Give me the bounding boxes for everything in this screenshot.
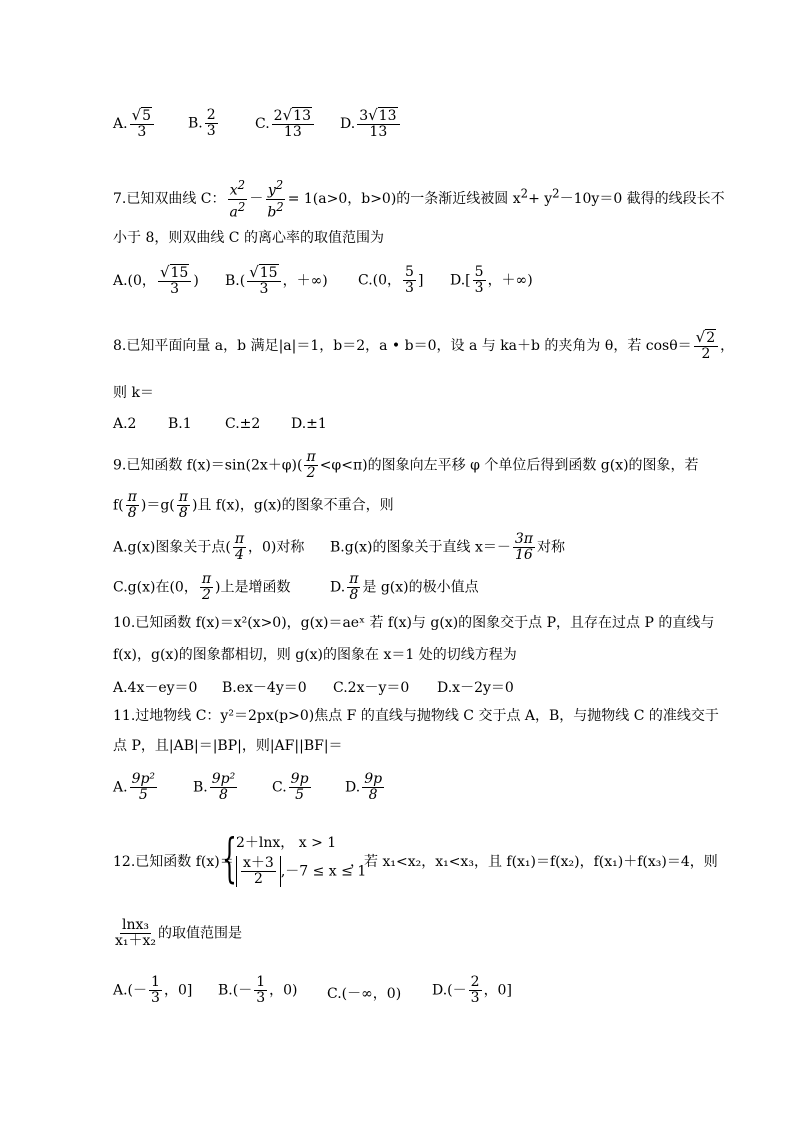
q9-option-d [330, 572, 479, 603]
option-label: C. [255, 116, 270, 132]
q11-d-den: 8 [368, 787, 378, 803]
q9-pi: π [349, 571, 359, 587]
q10-option-b: B.ex－4y＝0 [222, 680, 307, 696]
option-label: B.(－ [218, 982, 253, 999]
q9-d-label: D. [330, 579, 346, 596]
q6-d-den: 13 [369, 124, 388, 140]
q7-c-num: 5 [405, 264, 414, 280]
q12-case2-cond: ,－7 ≤ x ≤ 1 [280, 863, 367, 880]
q9-pi: π [234, 531, 245, 547]
q12-a-den: 3 [151, 990, 160, 1006]
q12-tail: 的取值范围是 [158, 925, 243, 942]
q6-a-radicand: 5 [142, 108, 152, 124]
option-tail: ) [193, 273, 199, 289]
q9-eight: 8 [349, 587, 359, 603]
q8-option-c: C.±2 [225, 416, 261, 432]
q9-b-tail: 对称 [536, 539, 565, 556]
q9-b-text: B.g(x)的图象关于直线 x＝－ [330, 539, 511, 556]
q11-b-num: 9p² [211, 771, 236, 787]
q11-a-den: 5 [138, 787, 148, 803]
option-tail: ，＋∞) [487, 272, 533, 289]
q9-a-text: A.g(x)图象关于点( [113, 539, 231, 556]
q9-eight: 8 [127, 505, 137, 521]
option-tail: ，＋∞) [282, 273, 328, 289]
q8-stem: 8.已知平面向量 a，b 满足|a|＝1，b＝2，a • b＝0，设 a 与 ka＋b 的夹角为 θ，若 cosθ＝ [113, 338, 692, 354]
q6-option-a: A. $\frac{√5}{3}$ [113, 108, 156, 140]
option-label: A. [113, 116, 128, 132]
q12-frac-den: x₁＋x₂ [115, 933, 157, 949]
q7-stem-start: 7.已知双曲线 C： [113, 191, 226, 208]
left-brace-icon: { [222, 829, 237, 889]
q6-b-den: 3 [206, 123, 216, 139]
q12-option-d [432, 975, 512, 1006]
q10-line1: 10.已知函数 f(x)＝x²(x>0)，g(x)＝aeˣ 若 f(x)与 g(x)的图象交于点 P，且存在过点 P 的直线与 [113, 615, 715, 631]
option-label: A. [113, 779, 128, 796]
q11-option-b [193, 772, 239, 803]
q9-c-tail: )上是增函数 [215, 579, 291, 596]
q11-b-den: 8 [219, 787, 228, 803]
q11-c-num: 9p [290, 771, 309, 787]
q10-line2: f(x)，g(x)的图象都相切，则 g(x)的图象在 x＝1 处的切线方程为 [113, 647, 517, 663]
q8-option-a: A.2 [113, 416, 137, 432]
q10-option-c: C.2x－y＝0 [333, 680, 410, 696]
q12-piecewise [222, 829, 367, 892]
q9-f: f( [113, 497, 124, 514]
q9-two: 2 [201, 587, 211, 603]
q9-pi: π [178, 489, 188, 505]
q11-option-d [345, 772, 386, 803]
option-label: D. [340, 116, 356, 132]
q9-pi: π [306, 449, 316, 465]
q12-case2-den: 2 [253, 871, 263, 887]
q9-cond: )且 f(x)，g(x)的图象不重合，则 [191, 497, 394, 514]
q6-a-den: 3 [137, 124, 147, 140]
q11-c-den: 5 [295, 787, 305, 803]
q6-c-den: 13 [283, 124, 302, 140]
option-label: C. [272, 779, 287, 796]
q9-two: 2 [306, 465, 316, 481]
q6-c-radicand: 13 [293, 108, 311, 124]
q12-option-c: C.(－∞，0) [327, 986, 402, 1002]
q8-radicand: 2 [706, 330, 716, 346]
q7-option-c [358, 265, 423, 296]
q8-option-b: B.1 [168, 416, 192, 432]
q7-line1: 7.已知双曲线 C： $\frac{x^2}{a^2}$ － $\frac{y^2}{b^2}$ = 1(a>0，b>0)的一条渐近线被圆 $x^2+ y^2-10y=0$ 截得的线段长不 [113, 178, 725, 221]
q9-c-text: C.g(x)在(0， [113, 579, 198, 596]
q9-threepi: 3π [514, 531, 533, 547]
q9-sixteen: 16 [515, 547, 533, 563]
q7-b-radicand: 15 [259, 265, 278, 281]
q9-four: 4 [234, 547, 244, 563]
q12-a-num: 1 [151, 974, 160, 990]
q8-line2: 则 k＝ [113, 385, 154, 401]
q7-option-a: A.(0， $\frac{√15}{3}$ ) [113, 263, 199, 297]
q7-option-d [450, 265, 533, 296]
q9-g: )＝g( [140, 497, 175, 514]
option-label: B. [188, 115, 203, 132]
q7-d-num: 5 [474, 264, 484, 280]
q12-d-den: 3 [470, 990, 480, 1006]
q7-d-den: 3 [474, 280, 484, 296]
q6-d-coef: 3 [359, 108, 369, 124]
q7-c-den: 3 [405, 280, 414, 296]
q9-option-c [113, 572, 291, 603]
q6-b-num: 2 [206, 107, 216, 123]
q12-option-a [113, 975, 192, 1006]
option-tail: ，0) [269, 982, 298, 999]
q9-stem-end: <φ<π)的图象向左平移 φ 个单位后得到函数 g(x)的图象，若 [319, 457, 699, 474]
q9-pi: π [127, 489, 137, 505]
option-label: A.(0， [113, 273, 156, 289]
q12-case2 [236, 856, 366, 887]
q7-stem-mid: = 1(a>0，b>0)的一条渐近线被圆 x [287, 191, 521, 208]
q7-stem-y: + y [528, 191, 553, 208]
q11-line2: 点 P，且|AB|＝|BP|，则|AF||BF|＝ [113, 738, 343, 754]
option-tail: ] [417, 272, 424, 289]
q8-line1: 8.已知平面向量 a，b 满足|a|＝1，b＝2，a • b＝0，设 a 与 ka＋b 的夹角为 θ，若 cosθ＝ $\frac{√2}{2}$ ， [113, 328, 735, 362]
q6-c-coef: 2 [273, 108, 283, 124]
q8-den: 2 [701, 346, 711, 362]
q11-option-a [113, 772, 159, 803]
q6-option-c: C. $\frac{2√13}{13}$ [255, 108, 316, 140]
q9-option-a [113, 532, 304, 563]
q6-option-d: D. $\frac{3√13}{13}$ [340, 108, 402, 140]
q10-option-a: A.4x－ey＝0 [113, 680, 198, 696]
q9-option-b [330, 532, 565, 563]
q7-stem-end: －10y＝0 截得的线段长不 [559, 191, 725, 208]
q12-stem-start: 12.已知函数 f(x)＝ [113, 854, 234, 870]
option-label: B. [193, 779, 208, 796]
q6-option-b [188, 108, 220, 139]
q9-stem-start: 9.已知函数 f(x)＝sin(2x＋φ)( [113, 457, 303, 474]
q9-pi: π [201, 571, 212, 587]
option-tail: ，0] [163, 982, 193, 999]
q7-a-radicand: 15 [170, 265, 189, 281]
q6-d-radicand: 13 [378, 108, 397, 124]
q11-option-c [272, 772, 313, 803]
q7-b-den: 3 [259, 281, 269, 297]
q7-a-den: 3 [170, 281, 180, 297]
option-label: D.[ [450, 272, 471, 289]
q12-frac-num: lnx₃ [122, 917, 150, 933]
q11-a-num: 9p² [131, 771, 156, 787]
q11-line1: 11.过地物线 C：y²＝2px(p>0)焦点 F 的直线与抛物线 C 交于点 A，B，与抛物线 C 的准线交于 [113, 708, 719, 724]
q9-d-tail: 是 g(x)的极小值点 [362, 579, 479, 596]
q7-option-b: B.( $\frac{√15}{3}$ ，＋∞) [225, 263, 328, 297]
option-label: D.(－ [432, 982, 467, 999]
q8-option-d: D.±1 [291, 416, 327, 432]
q7-line2: 小于 8，则双曲线 C 的离心率的取值范围为 [113, 230, 384, 246]
q12-b-den: 3 [256, 990, 266, 1006]
q9-a-tail: ，0)对称 [248, 539, 305, 556]
q12-case2-num: x＋3 [243, 855, 274, 871]
q12-option-b [218, 975, 298, 1006]
option-label: A.(－ [113, 982, 148, 999]
option-tail: ，0] [483, 982, 512, 999]
q11-d-num: 9p [364, 771, 383, 787]
q12-b-num: 1 [256, 974, 266, 990]
q12-stem-end: ，若 x₁<x₂，x₁<x₃，且 f(x₁)＝f(x₂)，f(x₁)＋f(x₃)＝4，则 [350, 854, 718, 870]
q9-line1 [113, 450, 699, 481]
q12-case1: 2＋lnx， x > 1 [236, 835, 337, 851]
q9-line2 [113, 490, 394, 521]
q10-option-d: D.x－2y＝0 [437, 680, 514, 696]
option-label: C.(0， [358, 272, 402, 289]
q12-fraction-line [113, 918, 242, 949]
q12-d-num: 2 [470, 974, 480, 990]
q9-eight: 8 [178, 505, 188, 521]
option-label: B.( [225, 273, 246, 289]
option-label: D. [345, 779, 361, 796]
